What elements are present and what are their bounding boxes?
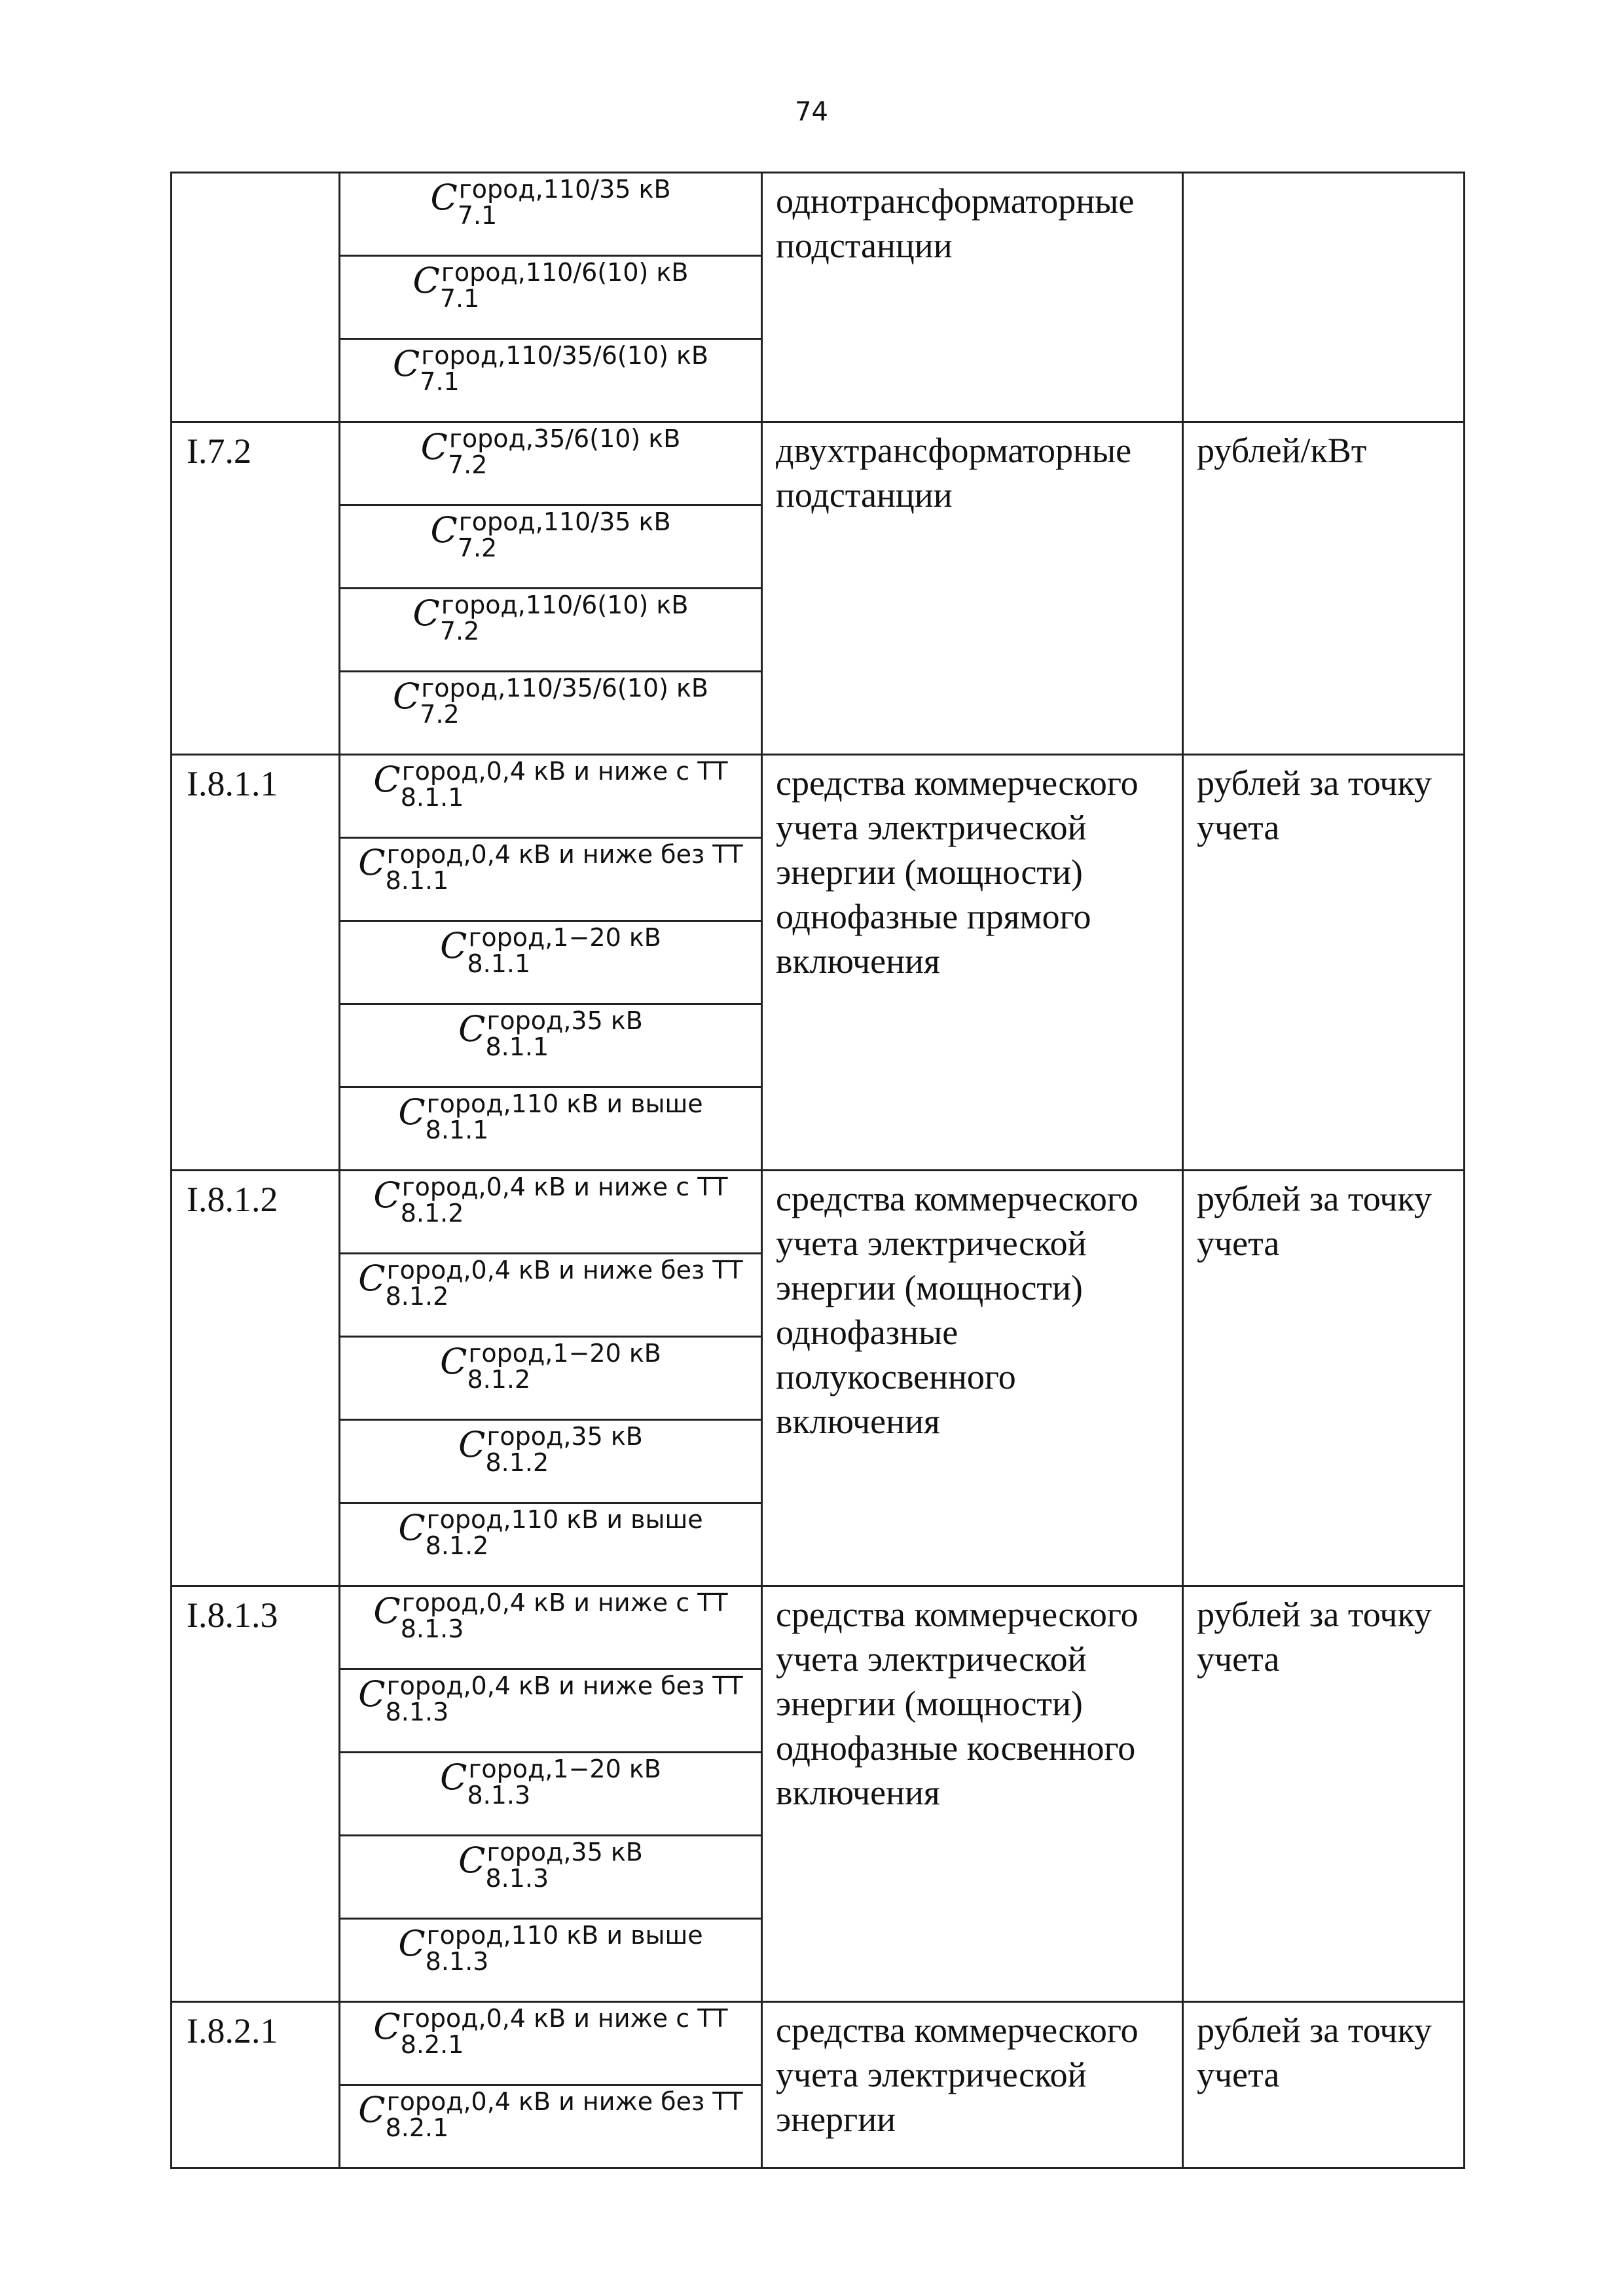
- rate-symbol-cell: [340, 921, 762, 1004]
- rate-superscript: город,110/35 кВ: [458, 175, 671, 204]
- rate-symbol: [413, 589, 689, 644]
- table-row: [172, 1586, 1465, 1669]
- row-description: средства коммерческого учета электрической энергии (мощности) однофазные прямого включения: [762, 755, 1183, 1171]
- row-code: I.7.2: [172, 422, 340, 755]
- row-description: средства коммерческого учета электрической энергии (мощности) однофазные косвенного включения: [762, 1586, 1183, 2002]
- rate-symbol-cell: [340, 589, 762, 672]
- rate-letter: C: [373, 1175, 401, 1216]
- rate-symbol: [373, 2003, 727, 2058]
- row-code: I.8.1.3: [172, 1586, 340, 2002]
- rate-superscript: город,110 кВ и выше: [426, 1505, 703, 1534]
- rate-subscript: 8.1.2: [485, 1448, 549, 1477]
- row-description: однотрансформаторные подстанции: [762, 173, 1183, 422]
- rate-letter: C: [392, 343, 420, 384]
- rate-subscript: 8.1.3: [425, 1947, 489, 1976]
- row-unit: рублей за точку учета: [1183, 2002, 1465, 2168]
- row-code: I.8.1.1: [172, 755, 340, 1171]
- rate-letter: C: [373, 1590, 401, 1631]
- rate-superscript: город,1−20 кВ: [468, 1339, 661, 1368]
- rate-symbol-cell: [340, 339, 762, 422]
- table-row: [172, 755, 1465, 838]
- rate-subscript: 7.2: [420, 700, 460, 729]
- rate-superscript: город,0,4 кВ и ниже без ТТ: [386, 2087, 743, 2116]
- rate-symbol: [358, 2086, 742, 2141]
- rate-symbol: [458, 1421, 643, 1476]
- rate-letter: C: [358, 1673, 386, 1715]
- row-description: средства коммерческого учета электрической энергии: [762, 2002, 1183, 2168]
- rate-symbol: [358, 1670, 742, 1725]
- rate-subscript: 8.1.1: [400, 783, 464, 812]
- table-row: [172, 2002, 1465, 2085]
- rate-subscript: 8.1.1: [425, 1116, 489, 1144]
- rate-subscript: 8.1.3: [385, 1698, 449, 1726]
- rate-letter: C: [420, 426, 448, 467]
- rate-symbol-cell: [340, 1004, 762, 1087]
- rate-superscript: город,35/6(10) кВ: [448, 424, 681, 453]
- rate-symbol: [458, 1005, 643, 1060]
- rate-subscript: 8.2.1: [400, 2030, 464, 2059]
- rate-superscript: город,0,4 кВ и ниже без ТТ: [386, 1256, 743, 1285]
- rate-superscript: город,110/35/6(10) кВ: [421, 674, 709, 702]
- rate-letter: C: [430, 509, 458, 551]
- rate-superscript: город,110/6(10) кВ: [441, 591, 689, 619]
- rate-letter: C: [358, 1258, 386, 1299]
- rate-letter: C: [440, 925, 467, 966]
- rate-subscript: 8.1.2: [400, 1199, 464, 1228]
- rate-superscript: город,1−20 кВ: [468, 923, 661, 952]
- table-row: [172, 1171, 1465, 1254]
- rate-letter: C: [398, 1091, 426, 1133]
- rate-superscript: город,0,4 кВ и ниже с ТТ: [401, 1588, 728, 1617]
- rate-symbol: [430, 506, 670, 561]
- table-row: [172, 422, 1465, 505]
- rate-superscript: город,110 кВ и выше: [426, 1921, 703, 1950]
- rate-symbol-cell: [340, 1919, 762, 2002]
- rate-symbol: [440, 1338, 661, 1393]
- rate-subscript: 8.1.3: [485, 1864, 549, 1893]
- rate-superscript: город,35 кВ: [486, 1422, 643, 1451]
- rate-symbol: [440, 1753, 661, 1808]
- rate-superscript: город,110/35/6(10) кВ: [421, 341, 709, 370]
- rate-letter: C: [412, 592, 440, 634]
- rate-subscript: 7.1: [457, 201, 498, 230]
- rate-subscript: 7.2: [447, 450, 488, 479]
- rate-symbol: [373, 1171, 727, 1226]
- rate-superscript: город,110/6(10) кВ: [441, 258, 689, 287]
- row-unit: рублей за точку учета: [1183, 1586, 1465, 2002]
- rate-symbol: [398, 1920, 702, 1975]
- rate-symbol: [421, 423, 681, 478]
- rate-subscript: 8.2.1: [385, 2113, 449, 2142]
- rate-symbol: [398, 1504, 702, 1559]
- rate-letter: C: [398, 1507, 426, 1548]
- rate-letter: C: [440, 1341, 467, 1382]
- rate-symbol: [393, 672, 708, 727]
- tariff-table: [170, 172, 1465, 2169]
- rate-symbol: [373, 756, 727, 811]
- rate-superscript: город,0,4 кВ и ниже с ТТ: [401, 2004, 728, 2033]
- rate-subscript: 8.1.3: [400, 1614, 464, 1643]
- rate-symbol: [358, 1254, 742, 1309]
- rate-letter: C: [398, 1923, 426, 1964]
- row-code: [172, 173, 340, 422]
- rate-subscript: 8.1.1: [485, 1032, 549, 1061]
- rate-letter: C: [412, 260, 440, 301]
- rate-letter: C: [458, 1424, 486, 1465]
- row-code: I.8.1.2: [172, 1171, 340, 1586]
- table-row: [172, 173, 1465, 256]
- rate-subscript: 8.1.2: [385, 1282, 449, 1311]
- rate-symbol-cell: [340, 1669, 762, 1753]
- rate-superscript: город,110 кВ и выше: [426, 1089, 703, 1118]
- rate-superscript: город,110/35 кВ: [458, 507, 671, 536]
- rate-subscript: 7.2: [457, 534, 498, 562]
- tariff-table-body: [172, 173, 1465, 2168]
- rate-superscript: город,0,4 кВ и ниже без ТТ: [386, 840, 743, 869]
- rate-letter: C: [373, 2006, 401, 2047]
- rate-symbol-cell: [340, 755, 762, 838]
- row-unit: [1183, 173, 1465, 422]
- rate-superscript: город,35 кВ: [486, 1838, 643, 1867]
- rate-subscript: 8.1.3: [467, 1781, 531, 1810]
- rate-letter: C: [430, 177, 458, 218]
- rate-symbol: [373, 1587, 727, 1642]
- rate-letter: C: [458, 1008, 486, 1049]
- rate-symbol-cell: [340, 1171, 762, 1254]
- rate-symbol: [430, 173, 670, 228]
- rate-symbol-cell: [340, 2002, 762, 2085]
- row-unit: рублей за точку учета: [1183, 1171, 1465, 1586]
- page-number: 74: [795, 97, 828, 127]
- rate-symbol: [358, 839, 742, 894]
- rate-symbol: [393, 340, 708, 395]
- rate-symbol-cell: [340, 1254, 762, 1337]
- rate-superscript: город,1−20 кВ: [468, 1755, 661, 1783]
- row-unit: рублей/кВт: [1183, 422, 1465, 755]
- rate-symbol-cell: [340, 672, 762, 755]
- rate-letter: C: [358, 2089, 386, 2130]
- rate-subscript: 8.1.1: [467, 949, 531, 978]
- rate-symbol: [398, 1088, 702, 1143]
- rate-symbol: [413, 257, 689, 312]
- rate-letter: C: [358, 842, 386, 883]
- rate-subscript: 7.2: [439, 617, 480, 646]
- rate-subscript: 8.1.2: [467, 1365, 531, 1394]
- rate-letter: C: [392, 676, 420, 717]
- rate-superscript: город,35 кВ: [486, 1006, 643, 1035]
- rate-symbol-cell: [340, 1586, 762, 1669]
- rate-subscript: 7.1: [420, 367, 460, 396]
- row-unit: рублей за точку учета: [1183, 755, 1465, 1171]
- rate-letter: C: [440, 1757, 467, 1798]
- rate-symbol-cell: [340, 1836, 762, 1919]
- rate-letter: C: [458, 1840, 486, 1881]
- rate-symbol: [458, 1836, 643, 1891]
- rate-superscript: город,0,4 кВ и ниже без ТТ: [386, 1671, 743, 1700]
- rate-symbol: [440, 922, 661, 977]
- rate-symbol-cell: [340, 422, 762, 505]
- rate-letter: C: [373, 759, 401, 800]
- rate-symbol-cell: [340, 1503, 762, 1586]
- rate-symbol-cell: [340, 173, 762, 256]
- rate-symbol-cell: [340, 2085, 762, 2168]
- rate-symbol-cell: [340, 1087, 762, 1171]
- rate-subscript: 8.1.1: [385, 866, 449, 895]
- rate-symbol-cell: [340, 505, 762, 589]
- rate-subscript: 8.1.2: [425, 1531, 489, 1560]
- rate-superscript: город,0,4 кВ и ниже с ТТ: [401, 1173, 728, 1201]
- rate-symbol-cell: [340, 1337, 762, 1420]
- rate-symbol-cell: [340, 256, 762, 339]
- rate-symbol-cell: [340, 1753, 762, 1836]
- rate-symbol-cell: [340, 1420, 762, 1503]
- rate-superscript: город,0,4 кВ и ниже с ТТ: [401, 757, 728, 786]
- rate-subscript: 7.1: [439, 284, 480, 313]
- row-description: двухтрансформаторные подстанции: [762, 422, 1183, 755]
- row-description: средства коммерческого учета электрической энергии (мощности) однофазные полукосвенного включения: [762, 1171, 1183, 1586]
- rate-symbol-cell: [340, 838, 762, 921]
- row-code: I.8.2.1: [172, 2002, 340, 2168]
